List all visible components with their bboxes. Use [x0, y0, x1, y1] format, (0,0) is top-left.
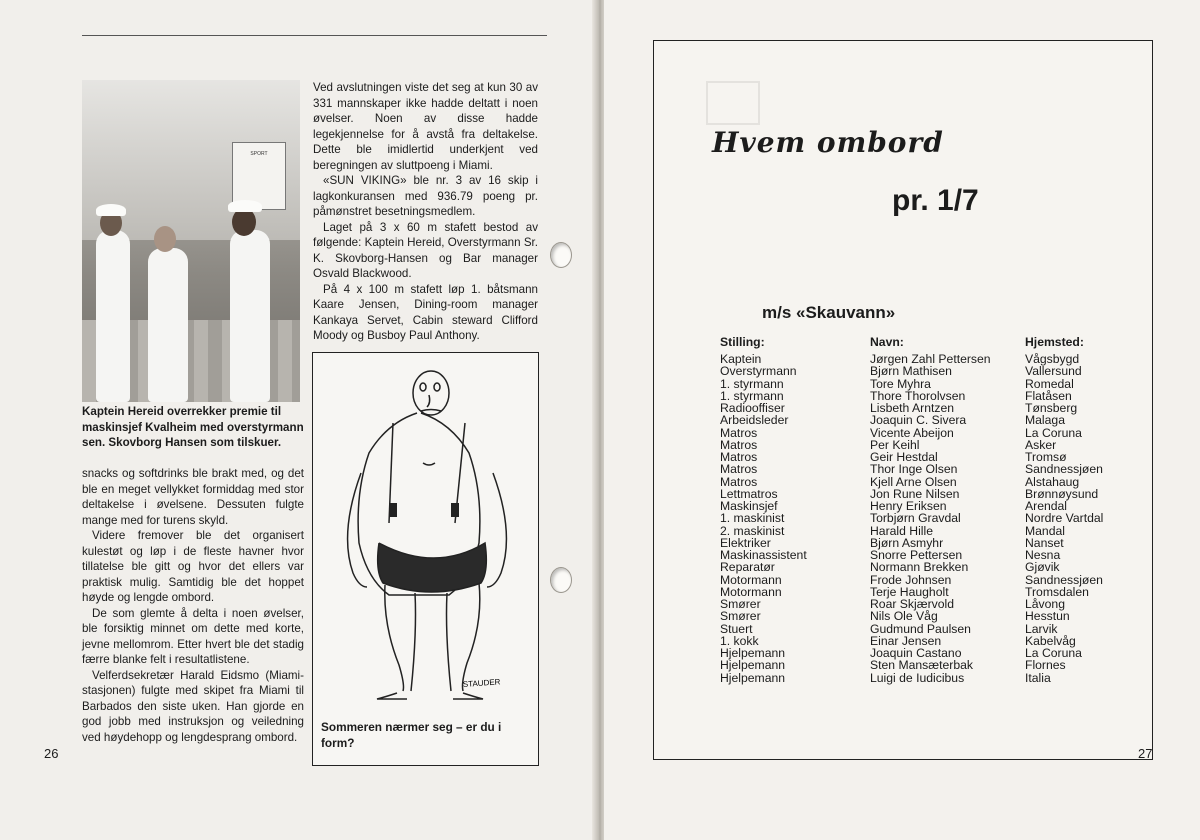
crew-name: Torbjørn Gravdal: [870, 511, 961, 526]
crew-hometown: Nesna: [1025, 548, 1061, 562]
crew-position: Arbeidsleder: [720, 413, 789, 428]
binder-hole: [550, 242, 572, 268]
photo-sign-text: SPORT: [250, 151, 268, 157]
page-title: Hvem ombord: [712, 126, 944, 159]
crew-hometown: Sandnessjøen: [1025, 572, 1103, 587]
crew-name: Vicente Abeijon: [870, 425, 954, 440]
crew-hometown: Hesstun: [1025, 609, 1070, 624]
crew-position: Stuert: [720, 621, 753, 636]
crew-hometown: Brønnøysund: [1025, 486, 1099, 501]
article-paragraph: Velferdsekretær Harald Eidsmo (Miami-stasjonen) fulgte med skipet fra Miami til Barbados den siste uken. Han gjorde en god jobb med instruksjon og veiledning ved høydehopp og lengdesprang ombord.: [82, 668, 304, 744]
ship-name: m/s «Skauvann»: [762, 303, 896, 322]
officer-right-face: [232, 208, 256, 236]
binder-hole: [550, 567, 572, 593]
show-through-mark: [706, 81, 760, 125]
article-paragraph: Laget på 3 x 60 m stafett bestod av følgende: Kaptein Hereid, Overstyrmann Sr. K. Skovborg-Hansen og Bar manager Osvald Blackwood.: [313, 220, 538, 280]
crew-hometown: Tromsø: [1025, 450, 1067, 464]
crew-name: Luigi de Iudicibus: [870, 670, 965, 685]
crew-name: Lisbeth Arntzen: [870, 401, 955, 415]
officer-middle: [148, 248, 188, 402]
crew-name: Jørgen Zahl Pettersen: [870, 352, 991, 366]
crew-name: Per Keihl: [870, 437, 920, 452]
crew-hometown: Larvik: [1025, 621, 1058, 636]
crew-position: Matros: [720, 450, 758, 464]
crew-position: Elektriker: [720, 535, 771, 550]
article-paragraph: På 4 x 100 m stafett løp 1. båtsmann Kaare Jensen, Dining-room manager Kankaya Servet, Cabin steward Clifford Moody og Busboy Paul Anthony.: [313, 282, 538, 342]
officer-right-cap: [228, 200, 262, 212]
crew-hometown: Nanset: [1025, 535, 1064, 550]
roster-frame: [653, 40, 1153, 760]
crew-position: Hjelpemann: [720, 658, 786, 673]
cartoon-box: [312, 352, 539, 766]
cartoon-caption: Sommeren nærmer seg – er du i form?: [321, 720, 502, 750]
article-paragraph: De som glemte å delta i noen øvelser, ble forsiktig minnet om dette med korte, jevne mellomrom. Etter hvert ble det stadig færre blanke felt i resultatlistene.: [82, 606, 304, 666]
crew-name: Normann Brekken: [870, 560, 969, 575]
crew-name: Nils Ole Våg: [870, 609, 938, 624]
crew-position: Kaptein: [720, 352, 762, 366]
crew-hometown: Vågsbygd: [1025, 352, 1080, 366]
crew-name: Geir Hestdal: [870, 450, 938, 464]
cartoon-signature: STAUDER: [462, 677, 501, 689]
crew-name: Thor Inge Olsen: [870, 462, 958, 477]
crew-name: Joaquin Castano: [870, 646, 962, 660]
crew-position: Hjelpemann: [720, 646, 786, 660]
crew-position: 2. maskinist: [720, 523, 785, 538]
crew-position: Matros: [720, 474, 758, 489]
crew-hometown: Malaga: [1025, 413, 1065, 428]
crew-hometown: La Coruna: [1025, 425, 1082, 440]
crew-name: Roar Skjærvold: [870, 597, 954, 611]
crew-position: 1. styrmann: [720, 376, 784, 391]
crew-name: Einar Jensen: [870, 633, 942, 648]
article-paragraph: Videre fremover ble det organisert kulestøt og løp i de fleste havner hvor tillatelse ble gitt og hvor det ellers var praktisk mulig. Samtidig ble det hoppet høyde og lengde ombord.: [82, 529, 304, 604]
officer-right: [230, 230, 270, 402]
crew-name: Terje Haugholt: [870, 584, 949, 599]
crew-name: Henry Eriksen: [870, 499, 947, 513]
photo-caption: Kaptein Hereid overrekker premie til maskinsjef Kvalheim med overstyrmann sen. Skovborg Hansen som tilskuer.: [82, 405, 304, 449]
crew-name: Frode Johnsen: [870, 572, 952, 587]
crew-position: Motormann: [720, 584, 782, 599]
article-paragraph: snacks og softdrinks ble brakt med, og det ble en meget vellykket formiddag med stor deltakelse i øvelsene. Dessuten fulgte mange med for turens skyld.: [82, 467, 304, 527]
page-subtitle: pr. 1/7: [892, 184, 979, 217]
crew-name: Snorre Pettersen: [870, 548, 963, 562]
crew-position: Maskinsjef: [720, 499, 778, 513]
crew-position: Lettmatros: [720, 486, 778, 501]
crew-position: Matros: [720, 437, 758, 452]
officer-left-cap: [96, 204, 126, 216]
cartoon-drawing: [313, 353, 538, 713]
page-number-right: 27: [1138, 746, 1153, 761]
crew-hometown: Nordre Vartdal: [1025, 511, 1104, 526]
crew-hometown: Alstahaug: [1025, 474, 1080, 489]
crew-name: Gudmund Paulsen: [870, 621, 971, 636]
crew-hometown: Kabelvåg: [1025, 633, 1076, 648]
crew-hometown: Tromsdalen: [1025, 584, 1089, 599]
award-photo: [82, 80, 300, 402]
officer-left: [96, 230, 130, 402]
crew-position: Matros: [720, 425, 758, 440]
crew-hometown: Tønsberg: [1025, 401, 1078, 415]
crew-position: 1. styrmann: [720, 388, 784, 403]
crew-name: Harald Hille: [870, 523, 933, 538]
crew-name: Bjørn Asmyhr: [870, 535, 944, 550]
crew-hometown: Vallersund: [1025, 364, 1082, 379]
top-rule: [82, 35, 547, 36]
crew-name: Tore Myhra: [870, 376, 931, 391]
crew-name: Jon Rune Nilsen: [870, 486, 960, 501]
crew-hometown: Flatåsen: [1025, 388, 1072, 403]
article-column-left: [82, 466, 304, 745]
crew-hometown: Sandnessjøen: [1025, 462, 1103, 477]
article-column-mid: [313, 80, 538, 344]
crew-position: Overstyrmann: [720, 364, 797, 379]
header-navn: Navn:: [870, 335, 904, 349]
right-page: [604, 0, 1200, 840]
left-page: [0, 0, 596, 840]
crew-name: Kjell Arne Olsen: [870, 474, 957, 489]
header-hjemsted: Hjemsted:: [1025, 335, 1084, 349]
crew-hometown: Romedal: [1025, 376, 1074, 391]
crew-position: Smører: [720, 597, 761, 611]
crew-hometown: Flornes: [1025, 658, 1066, 673]
page-number-left: 26: [44, 746, 59, 761]
navn-column: [870, 353, 991, 684]
crew-name: Bjørn Mathisen: [870, 364, 952, 379]
header-stilling: Stilling:: [720, 335, 765, 349]
crew-position: Hjelpemann: [720, 670, 786, 685]
crew-hometown: Gjøvik: [1025, 560, 1060, 575]
crew-hometown: Mandal: [1025, 523, 1065, 538]
crew-name: Sten Mansæterbak: [870, 658, 973, 673]
crew-position: 1. kokk: [720, 633, 759, 648]
article-paragraph: Ved avslutningen viste det seg at kun 30 av 331 mannskaper ikke hadde deltatt i noen øvelser. Noen av disse hadde legekjennelse for å avstå fra deltakelse. Dette ble imidlertid underkjent ved beregningen av sluttpoeng i Miami.: [313, 81, 538, 172]
crew-position: Reparatør: [720, 560, 775, 575]
crew-position: Maskinassistent: [720, 548, 807, 562]
crew-hometown: La Coruna: [1025, 646, 1082, 660]
crew-position: Radiooffiser: [720, 401, 785, 415]
article-paragraph: «SUN VIKING» ble nr. 3 av 16 skip i lagkonkuransen med 936.79 poeng pr. påmønstret besetningsmedlem.: [313, 174, 538, 218]
crew-name: Joaquin C. Sivera: [870, 413, 967, 428]
crew-position: Matros: [720, 462, 758, 477]
crew-hometown: Italia: [1025, 670, 1051, 685]
crew-name: Thore Thorolvsen: [870, 388, 966, 403]
crew-position: Motormann: [720, 572, 782, 587]
hjemsted-column: [1025, 353, 1103, 684]
crew-hometown: Asker: [1025, 437, 1057, 452]
crew-position: 1. maskinist: [720, 511, 785, 526]
stilling-column: [720, 353, 807, 684]
crew-hometown: Arendal: [1025, 499, 1068, 513]
crew-position: Smører: [720, 609, 761, 624]
crew-hometown: Låvong: [1025, 597, 1065, 611]
officer-middle-face: [154, 226, 176, 252]
